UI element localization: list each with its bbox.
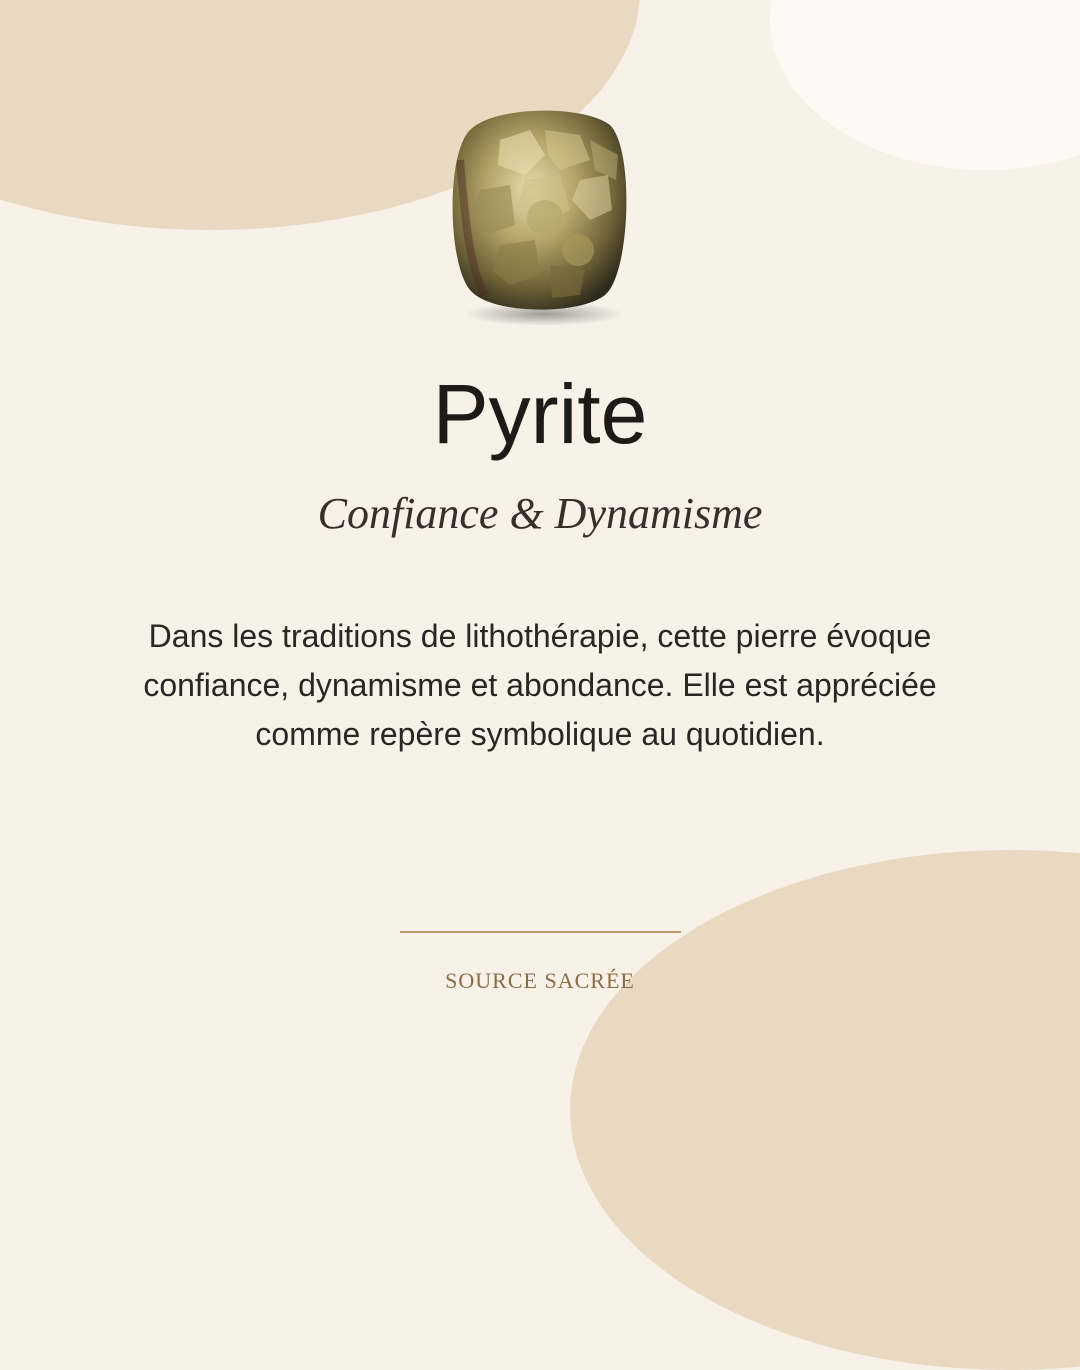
decorative-blob-top-right (770, 0, 1080, 170)
stone-tagline: Confiance & Dynamisme (317, 489, 763, 538)
stone-title: Pyrite (432, 367, 648, 461)
pyrite-stone-icon (440, 100, 640, 330)
footer-divider (400, 931, 681, 933)
brand-name: SOURCE SACRÉE (445, 968, 635, 993)
decorative-blob-bottom-right (570, 850, 1080, 1370)
stone-description: Dans les traditions de lithothérapie, cette pierre évoque confiance, dynamisme et abondance. Elle est appréciée comme repère symbolique au quotidien. (143, 618, 937, 752)
